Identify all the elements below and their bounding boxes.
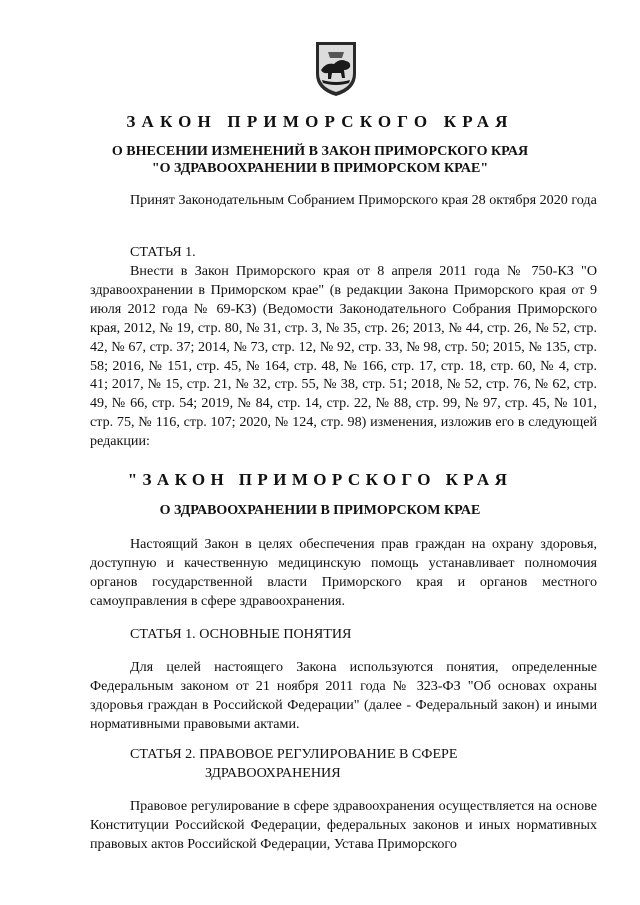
article-regulation-text: Правовое регулирование в сфере здравоохранения осуществляется на основе Конституции Российской Федерации, федеральных законов и иных нормативных правовых актов Российской Федерации, Устава Приморского [90,798,597,852]
article-basic-concepts-body [90,658,597,734]
adoption-note [90,191,597,210]
law-title: ЗАКОН ПРИМОРСКОГО КРАЯ [126,112,514,131]
article-regulation-heading-line2: ЗДРАВООХРАНЕНИЯ [205,765,341,781]
article-basic-concepts-text: Для целей настоящего Закона используются понятия, определенные Федеральным законом от 21 ноября 2011 года № 323-ФЗ "Об основах охраны здоровья граждан в Российской Федерации" (далее - Федеральный закон) и иными нормативными правовыми актами. [90,659,597,732]
new-law-subtitle: О ЗДРАВООХРАНЕНИИ В ПРИМОРСКОМ КРАЕ [159,503,481,518]
article-basic-concepts-heading: СТАТЬЯ 1. ОСНОВНЫЕ ПОНЯТИЯ [130,626,352,642]
article-regulation-heading-line1: СТАТЬЯ 2. ПРАВОВОЕ РЕГУЛИРОВАНИЕ В СФЕРЕ [130,746,458,762]
primorsky-krai-coat-of-arms-icon [314,40,358,98]
law-subtitle-line2: "О ЗДРАВООХРАНЕНИИ В ПРИМОРСКОМ КРАЕ" [151,161,489,176]
article1-body [90,262,597,451]
article1-text: Внести в Закон Приморского края от 8 апреля 2011 года № 750-КЗ "О здравоохранении в Приморском крае" (в редакции Закона Приморского края от 9 июля 2012 года № 69-КЗ) (Ведомости Законодательного Собрания Приморского края, 2012, № 19, стр. 80, № 31, стр. 3, № 35, стр. 26; 2013, № 44, стр. 26, № 52, стр. 42, № 67, стр. 37; 2014, № 73, стр. 12, № 92, стр. 33, № 98, стр. 50; 2015, № 135, стр. 58; 2016, № 151, стр. 45, № 164, стр. 48, № 166, стр. 17, стр. 18, стр. 60, № 4, стр. 41; 2017, № 15, стр. 21, № 32, стр. 55, № 38, стр. 51; 2018, № 52, стр. 76, № 62, стр. 49, № 66, стр. 54; 2019, № 84, стр. 14, стр. 22, № 88, стр. 99, № 97, стр. 45, № 101, стр. 75, № 116, стр. 107; 2020, № 124, стр. 98) изменения, изложив его в следующей редакции: [90,263,597,450]
adoption-text: Принят Законодательным Собранием Приморского края 28 октября 2020 года [130,192,597,208]
preamble-text: Настоящий Закон в целях обеспечения прав граждан на охрану здоровья, доступную и качественную медицинскую помощь устанавливает полномочия органов государственной власти Приморского края и органов местного самоуправления в сфере здравоохранения. [90,536,597,609]
article-regulation-body [90,797,597,854]
preamble-body [90,535,597,611]
new-law-title: "ЗАКОН ПРИМОРСКОГО КРАЯ [127,470,513,489]
law-subtitle-line1: О ВНЕСЕНИИ ИЗМЕНЕНИЙ В ЗАКОН ПРИМОРСКОГО КРАЯ [111,144,529,159]
article1-heading: СТАТЬЯ 1. [130,244,196,260]
